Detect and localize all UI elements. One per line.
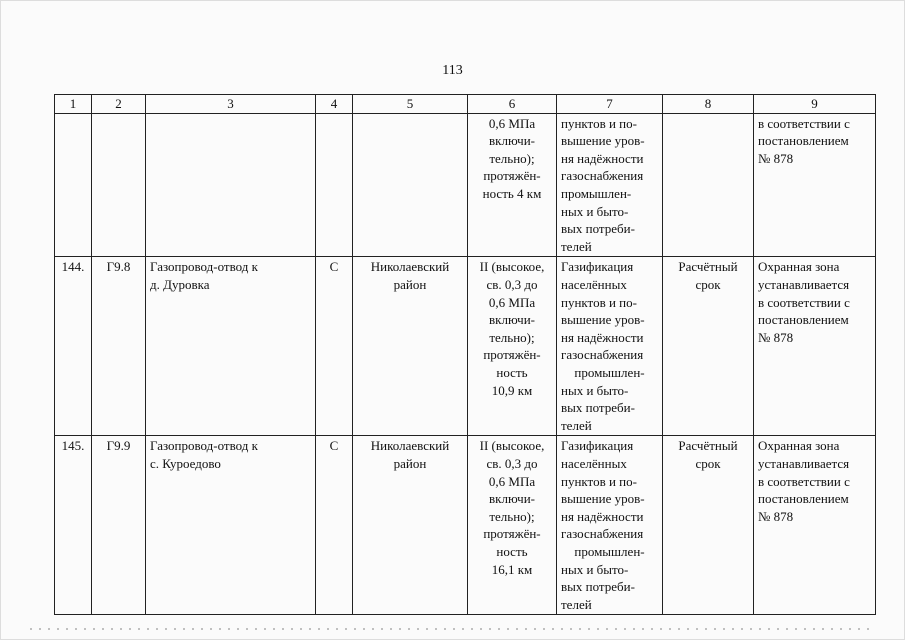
scan-edge-dots bbox=[30, 628, 875, 630]
protection-zone: Охранная зона устанавливается в соответствии с постановлением № 878 bbox=[754, 436, 876, 615]
object-location: Николаевский район bbox=[353, 436, 468, 615]
registry-table bbox=[54, 94, 876, 615]
header-cell: 8 bbox=[663, 95, 754, 114]
protection-zone: Охранная зона устанавливается в соответствии с постановлением № 878 bbox=[754, 257, 876, 436]
header-row bbox=[55, 95, 876, 114]
object-location bbox=[353, 113, 468, 257]
header-cell: 5 bbox=[353, 95, 468, 114]
header-cell: 1 bbox=[55, 95, 92, 114]
implementation-term: Расчётный срок bbox=[663, 436, 754, 615]
header-cell: 2 bbox=[92, 95, 146, 114]
table-row bbox=[55, 113, 876, 257]
object-name: Газопровод-отвод к д. Дуровка bbox=[146, 257, 316, 436]
object-name: Газопровод-отвод к с. Куроедово bbox=[146, 436, 316, 615]
object-type: С bbox=[316, 257, 353, 436]
object-name bbox=[146, 113, 316, 257]
object-characteristics: II (высокое, св. 0,3 до 0,6 МПа включи- тельно); протяжён- ность 10,9 км bbox=[468, 257, 557, 436]
object-purpose: пунктов и по- вышение уров- ня надёжности газоснабжения промышлен- ных и быто- вых потреби- телей bbox=[557, 113, 663, 257]
header-cell: 9 bbox=[754, 95, 876, 114]
object-code: Г9.9 bbox=[92, 436, 146, 615]
table-row bbox=[55, 257, 876, 436]
object-characteristics: II (высокое, св. 0,3 до 0,6 МПа включи- тельно); протяжён- ность 16,1 км bbox=[468, 436, 557, 615]
object-purpose: Газификация населённых пунктов и по- вышение уров- ня надёжности газоснабжения промышлен- ных и быто- вых потреби- телей bbox=[557, 257, 663, 436]
implementation-term bbox=[663, 113, 754, 257]
header-cell: 7 bbox=[557, 95, 663, 114]
object-code bbox=[92, 113, 146, 257]
table-row bbox=[55, 436, 876, 615]
row-number: 144. bbox=[55, 257, 92, 436]
implementation-term: Расчётный срок bbox=[663, 257, 754, 436]
object-purpose: Газификация населённых пунктов и по- вышение уров- ня надёжности газоснабжения промышлен- ных и быто- вых потреби- телей bbox=[557, 436, 663, 615]
header-cell: 6 bbox=[468, 95, 557, 114]
page-number: 113 bbox=[442, 63, 463, 78]
object-characteristics: 0,6 МПа включи- тельно); протяжён- ность 4 км bbox=[468, 113, 557, 257]
protection-zone: в соответствии с постановлением № 878 bbox=[754, 113, 876, 257]
object-type: С bbox=[316, 436, 353, 615]
row-number: 145. bbox=[55, 436, 92, 615]
header-cell: 4 bbox=[316, 95, 353, 114]
row-number bbox=[55, 113, 92, 257]
object-location: Николаевский район bbox=[353, 257, 468, 436]
header-cell: 3 bbox=[146, 95, 316, 114]
object-code: Г9.8 bbox=[92, 257, 146, 436]
object-type bbox=[316, 113, 353, 257]
